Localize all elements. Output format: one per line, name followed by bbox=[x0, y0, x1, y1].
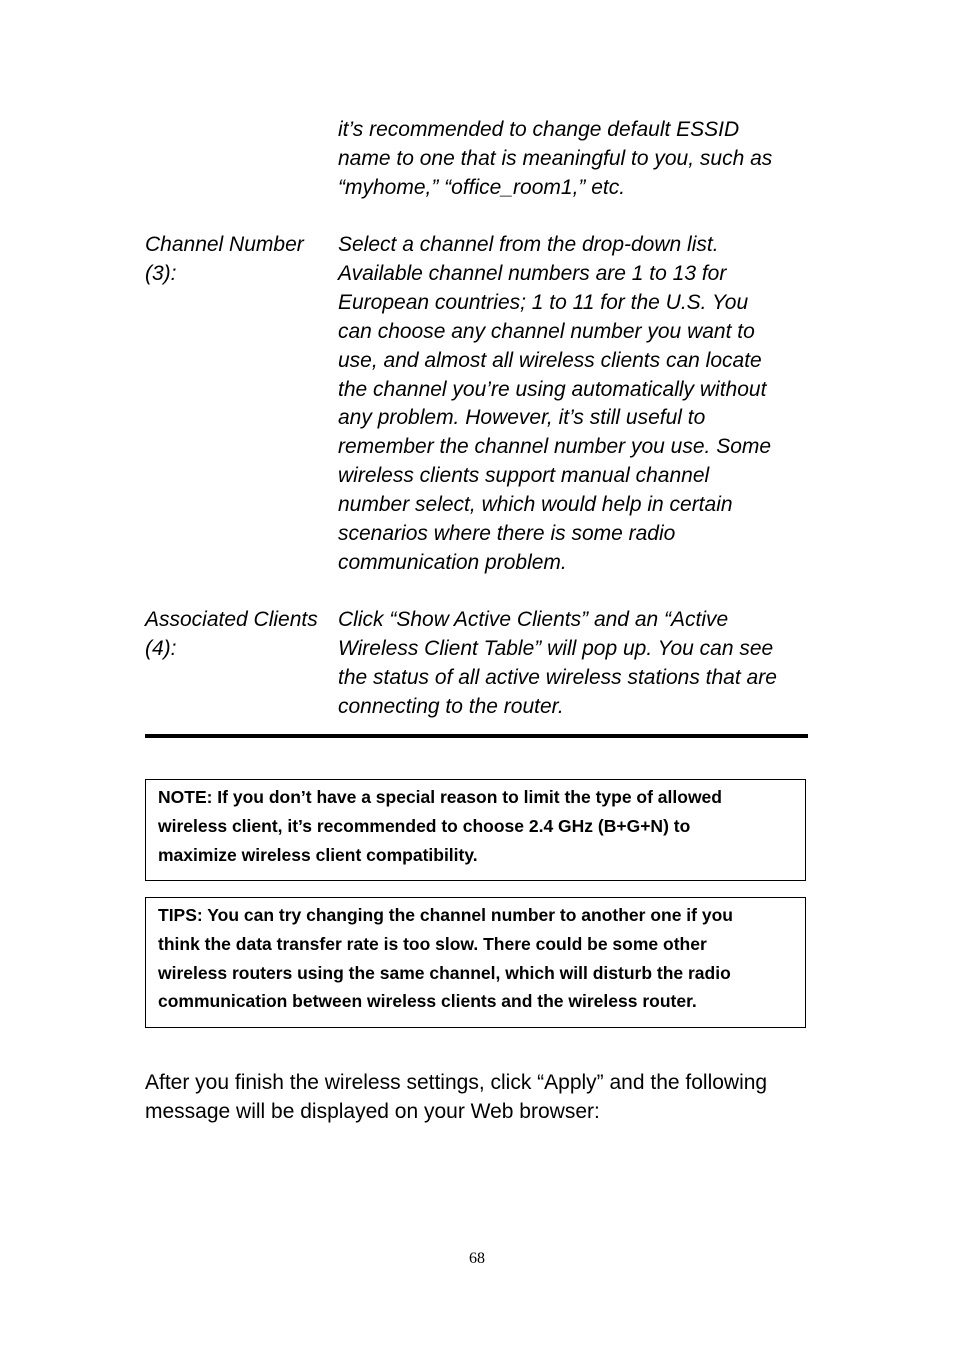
text-line: Wireless Client Table” will pop up. You can see bbox=[338, 636, 774, 660]
text-line: message will be displayed on your Web browser: bbox=[145, 1100, 600, 1123]
text-line: connecting to the router. bbox=[338, 694, 564, 718]
text-line: remember the channel number you use. Some bbox=[338, 435, 772, 459]
channel-number-label bbox=[145, 231, 345, 289]
text-line: maximize wireless client compatibility. bbox=[158, 844, 478, 865]
text-line: it’s recommended to change default ESSID bbox=[338, 118, 740, 141]
section-divider bbox=[145, 734, 808, 738]
text-line: any problem. However, it’s still useful to bbox=[338, 406, 706, 430]
text-line: (4): bbox=[145, 636, 177, 660]
text-line: wireless routers using the same channel, which will disturb the radio bbox=[158, 962, 731, 983]
text-line: the status of all active wireless stations that are bbox=[338, 665, 777, 689]
text-line: the channel you’re using automatically without bbox=[338, 377, 767, 401]
associated-clients-description bbox=[338, 606, 818, 722]
text-line: communication problem. bbox=[338, 550, 567, 574]
text-line: wireless client, it’s recommended to choose 2.4 GHz (B+G+N) to bbox=[158, 815, 691, 836]
body-paragraph bbox=[145, 1068, 767, 1126]
text-line: use, and almost all wireless clients can locate bbox=[338, 348, 762, 372]
text-line: NOTE: If you don’t have a special reason to limit the type of allowed bbox=[158, 787, 722, 807]
text-line: wireless clients support manual channel bbox=[338, 464, 710, 488]
text-line: number select, which would help in certain bbox=[338, 493, 733, 517]
tips-box bbox=[145, 897, 806, 1028]
text-line: communication between wireless clients and the wireless router. bbox=[158, 991, 697, 1012]
text-line: Channel Number bbox=[145, 233, 304, 256]
text-line: name to one that is meaningful to you, such as bbox=[338, 146, 773, 170]
continuation-text bbox=[338, 116, 818, 203]
text-line: TIPS: You can try changing the channel number to another one if you bbox=[158, 905, 733, 925]
text-line: think the data transfer rate is too slow. There could be some other bbox=[158, 933, 707, 954]
channel-number-description bbox=[338, 231, 818, 578]
text-line: After you finish the wireless settings, click “Apply” and the following bbox=[145, 1071, 768, 1094]
text-line: Select a channel from the drop-down list. bbox=[338, 233, 719, 256]
text-line: Click “Show Active Clients” and an “Active bbox=[338, 608, 729, 631]
text-line: can choose any channel number you want to bbox=[338, 319, 755, 343]
text-line: European countries; 1 to 11 for the U.S. You bbox=[338, 290, 749, 314]
text-line: scenarios where there is some radio bbox=[338, 522, 676, 546]
text-line: (3): bbox=[145, 261, 177, 285]
page-number: 68 bbox=[469, 1250, 485, 1267]
note-box bbox=[145, 779, 806, 881]
text-line: Associated Clients bbox=[145, 608, 318, 631]
text-line: “myhome,” “office_room1,” etc. bbox=[338, 175, 626, 199]
text-line: Available channel numbers are 1 to 13 for bbox=[338, 261, 727, 285]
associated-clients-label bbox=[145, 606, 345, 664]
